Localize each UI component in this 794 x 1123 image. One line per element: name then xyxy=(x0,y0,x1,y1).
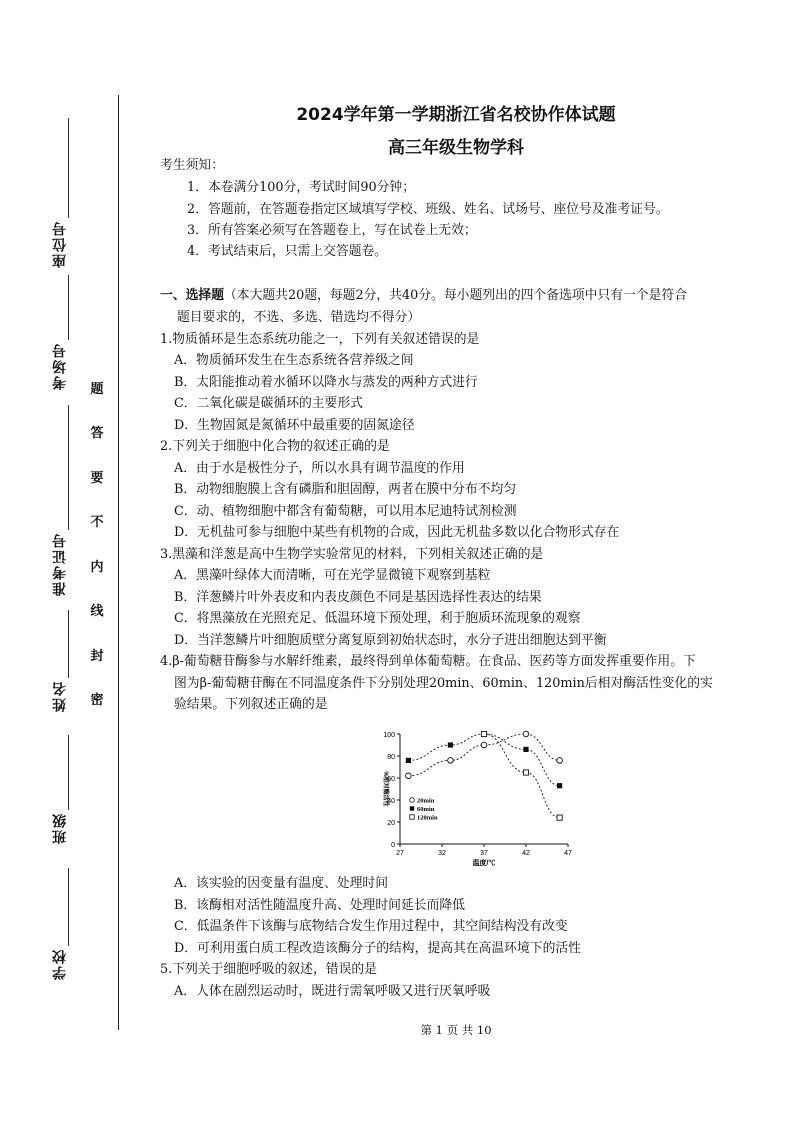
exam-id-blank xyxy=(68,405,69,530)
data-point-60min xyxy=(448,742,453,747)
question-3-stem: 3.黑藻和洋葱是高中生物学实验常见的材料，下列相关叙述正确的是 xyxy=(160,547,544,562)
y-tick-label: 40 xyxy=(387,798,395,805)
x-tick-label: 27 xyxy=(396,850,404,857)
x-tick-label: 42 xyxy=(522,850,530,857)
seal-char: 题 xyxy=(90,382,104,397)
seal-line-text xyxy=(88,378,106,708)
question-3-option-a: A．黑藻叶绿体大而清晰，可在光学显微镜下观察到基粒 xyxy=(174,568,491,583)
y-tick-label: 80 xyxy=(387,754,395,761)
question-2-option-a: A．由于水是极性分子，所以水具有调节温度的作用 xyxy=(174,461,465,476)
question-5-option-a: A．人体在剧烈运动时，既进行需氧呼吸又进行厌氧呼吸 xyxy=(174,984,491,999)
seal-char: 密 xyxy=(90,692,104,708)
data-point-20min xyxy=(523,731,529,737)
data-point-20min xyxy=(448,758,454,764)
data-point-60min xyxy=(523,747,528,752)
y-tick-label: 100 xyxy=(383,732,395,739)
question-2-stem: 2.下列关于细胞中化合物的叙述正确的是 xyxy=(160,439,390,454)
paper-title: 2024学年第一学期浙江省名校协作体试题 xyxy=(296,105,616,125)
data-point-120min xyxy=(557,815,562,820)
question-4-stem-cont: 验结果。下列叙述正确的是 xyxy=(174,697,328,712)
question-3-option-b: B．洋葱鳞片叶外表皮和内表皮颜色不同是基因选择性表达的结果 xyxy=(174,590,542,605)
legend-marker xyxy=(410,798,415,803)
data-point-20min xyxy=(557,758,563,764)
data-point-60min xyxy=(557,783,562,788)
seat-number-label: 座位号 xyxy=(52,220,68,268)
school-blank xyxy=(68,868,69,946)
question-1-option-d: D．生物固氮是氮循环中最重要的固氮途径 xyxy=(174,418,415,433)
question-1-option-b: B．太阳能推动着水循环以降水与蒸发的两种方式进行 xyxy=(174,375,478,390)
data-point-120min xyxy=(481,731,486,736)
question-3-option-d: D．当洋葱鳞片叶细胞质壁分离复原到初始状态时，水分子进出细胞达到平衡 xyxy=(174,633,607,648)
question-1-option-a: A．物质循环发生在生态系统各营养级之间 xyxy=(174,353,414,368)
seal-char: 不 xyxy=(90,515,104,531)
question-1-stem: 1.物质循环是生态系统功能之一，下列有关叙述错误的是 xyxy=(160,332,480,347)
section-header xyxy=(160,287,687,305)
legend-label: 60min xyxy=(417,806,435,813)
binding-line xyxy=(118,95,119,1030)
page-number: 第 1 页 共 10 xyxy=(420,1023,492,1037)
question-5-stem: 5.下列关于细胞呼吸的叙述，错误的是 xyxy=(160,962,377,977)
question-4-stem: 4.β-葡萄糖苷酶参与水解纤维素，最终得到单体葡萄糖。在食品、医药等方面发挥重要作用。下 xyxy=(160,654,696,669)
x-tick-label: 47 xyxy=(564,850,572,857)
data-point-60min xyxy=(406,758,411,763)
paper-subtitle: 高三年级生物学科 xyxy=(388,138,524,158)
question-1-option-c: C．二氧化碳是碳循环的主要形式 xyxy=(174,396,363,411)
seal-char: 线 xyxy=(90,604,104,620)
question-2-option-c: C．动、植物细胞中都含有葡萄糖，可以用本尼迪特试剂检测 xyxy=(174,504,517,519)
legend-marker xyxy=(410,815,414,819)
series-line-20min xyxy=(408,734,559,776)
question-4-option-c: C．低温条件下该酶与底物结合发生作用过程中，其空间结构没有改变 xyxy=(174,919,568,934)
room-number-label: 考场号 xyxy=(52,342,68,390)
question-2-option-b: B．动物细胞膜上含有磷脂和胆固醇，两者在膜中分布不均匀 xyxy=(174,482,517,497)
y-tick-label: 60 xyxy=(387,776,395,783)
notice-item: 1．本卷满分100分，考试时间90分钟； xyxy=(187,180,416,195)
section-desc: （本大题共20题，每题2分，共40分。每小题列出的四个备选项中只有一个是符合 xyxy=(223,288,687,303)
room-number-blank xyxy=(68,275,69,340)
class-blank xyxy=(68,735,69,810)
section-desc-cont: 题目要求的，不选、多选、错选均不得分） xyxy=(177,310,421,325)
notice-item: 4．考试结束后，只需上交答题卷。 xyxy=(187,244,388,259)
school-label: 学校 xyxy=(52,948,68,980)
section-title: 一、选择题 xyxy=(160,288,224,303)
notice-heading: 考生须知： xyxy=(160,158,224,173)
name-blank xyxy=(68,610,69,678)
question-4-option-a: A．该实验的因变量有温度、处理时间 xyxy=(174,876,388,891)
seal-char: 内 xyxy=(90,559,104,575)
x-axis-label: 温度/℃ xyxy=(472,860,496,866)
legend-marker xyxy=(410,806,414,810)
question-4-option-b: B．该酶相对活性随温度升高、处理时间延长而降低 xyxy=(174,898,465,913)
legend-label: 20min xyxy=(417,797,435,805)
notice-item: 3．所有答案必须写在答题卷上，写在试卷上无效； xyxy=(187,223,477,238)
data-point-20min xyxy=(481,742,487,748)
data-point-120min xyxy=(523,770,528,775)
name-label: 姓名 xyxy=(52,680,68,712)
legend-label: 120min xyxy=(417,814,438,822)
x-tick-label: 32 xyxy=(438,850,446,857)
y-axis-label: %相对酶活性 xyxy=(382,771,388,807)
question-3-option-c: C．将黑藻放在光照充足、低温环境下预处理，利于胞质环流现象的观察 xyxy=(174,611,581,626)
x-tick-label: 37 xyxy=(480,850,488,857)
class-label: 班级 xyxy=(52,812,68,844)
question-4-stem-cont: 图为β-葡萄糖苷酶在不同温度条件下分别处理20min、60min、120min后相对酶活性变化的实 xyxy=(174,676,713,691)
seal-char: 答 xyxy=(90,426,104,442)
enzyme-activity-chart xyxy=(366,726,582,866)
data-point-20min xyxy=(406,773,412,779)
notice-item: 2．答题前，在答题卷指定区域填写学校、班级、姓名、试场号、座位号及准考证号。 xyxy=(187,202,669,217)
y-tick-label: 0 xyxy=(391,842,395,849)
seal-char: 要 xyxy=(90,470,104,486)
question-4-option-d: D．可利用蛋白质工程改造该酶分子的结构，提高其在高温环境下的活性 xyxy=(174,941,581,956)
question-2-option-d: D．无机盐可参与细胞中某些有机物的合成，因此无机盐多数以化合物形式存在 xyxy=(174,525,620,540)
y-tick-label: 20 xyxy=(387,820,395,827)
exam-id-label: 准考证号 xyxy=(52,532,68,596)
series-line-120min xyxy=(484,734,560,818)
seal-char: 封 xyxy=(90,648,104,664)
